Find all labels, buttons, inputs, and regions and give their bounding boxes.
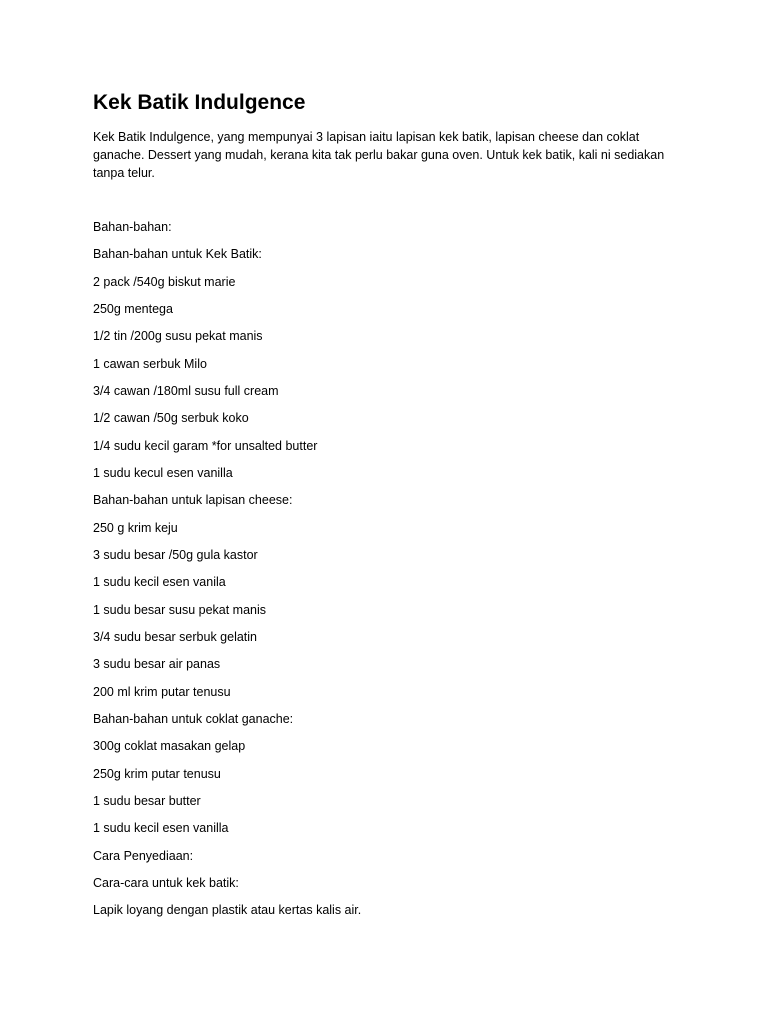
document-title: Kek Batik Indulgence — [93, 91, 306, 114]
recipe-line: 250g krim putar tenusu — [93, 766, 221, 781]
recipe-line: 250 g krim keju — [93, 520, 178, 535]
recipe-line: 1/4 sudu kecil garam *for unsalted butter — [93, 438, 318, 453]
recipe-line: Cara-cara untuk kek batik: — [93, 875, 239, 890]
recipe-line: 1/2 cawan /50g serbuk koko — [93, 411, 249, 426]
recipe-line: 200 ml krim putar tenusu — [93, 684, 231, 699]
recipe-line: Lapik loyang dengan plastik atau kertas kalis air. — [93, 903, 362, 918]
recipe-line: 3 sudu besar air panas — [93, 657, 221, 672]
recipe-line: 3/4 sudu besar serbuk gelatin — [93, 629, 257, 644]
recipe-line: 1 sudu kecul esen vanilla — [93, 465, 233, 480]
recipe-line: 300g coklat masakan gelap — [93, 739, 246, 754]
recipe-line: Cara Penyediaan: — [93, 848, 194, 863]
recipe-line: 2 pack /540g biskut marie — [93, 274, 236, 289]
recipe-line: 1 sudu kecil esen vanilla — [93, 821, 229, 836]
recipe-line: 1 sudu besar butter — [93, 793, 201, 808]
recipe-lines — [93, 217, 361, 928]
intro-paragraph: Kek Batik Indulgence, yang mempunyai 3 lapisan iaitu lapisan kek batik, lapisan cheese dan coklat ganache. Dessert yang mudah, kerana kita tak perlu bakar guna oven. Untuk kek batik, kali ni sediakan tanpa telur. — [93, 130, 665, 180]
recipe-line: 1 cawan serbuk Milo — [93, 356, 207, 371]
recipe-line: Bahan-bahan untuk lapisan cheese: — [93, 493, 293, 508]
recipe-line: 3/4 cawan /180ml susu full cream — [93, 383, 279, 398]
recipe-line: 1/2 tin /200g susu pekat manis — [93, 329, 263, 344]
recipe-line: Bahan-bahan untuk Kek Batik: — [93, 247, 262, 262]
recipe-line: Bahan-bahan: — [93, 220, 172, 234]
recipe-line: Bahan-bahan untuk coklat ganache: — [93, 711, 294, 726]
recipe-line: 1 sudu kecil esen vanila — [93, 575, 226, 590]
recipe-line: 250g mentega — [93, 301, 173, 316]
recipe-line: 3 sudu besar /50g gula kastor — [93, 547, 258, 562]
recipe-line: 1 sudu besar susu pekat manis — [93, 602, 267, 617]
